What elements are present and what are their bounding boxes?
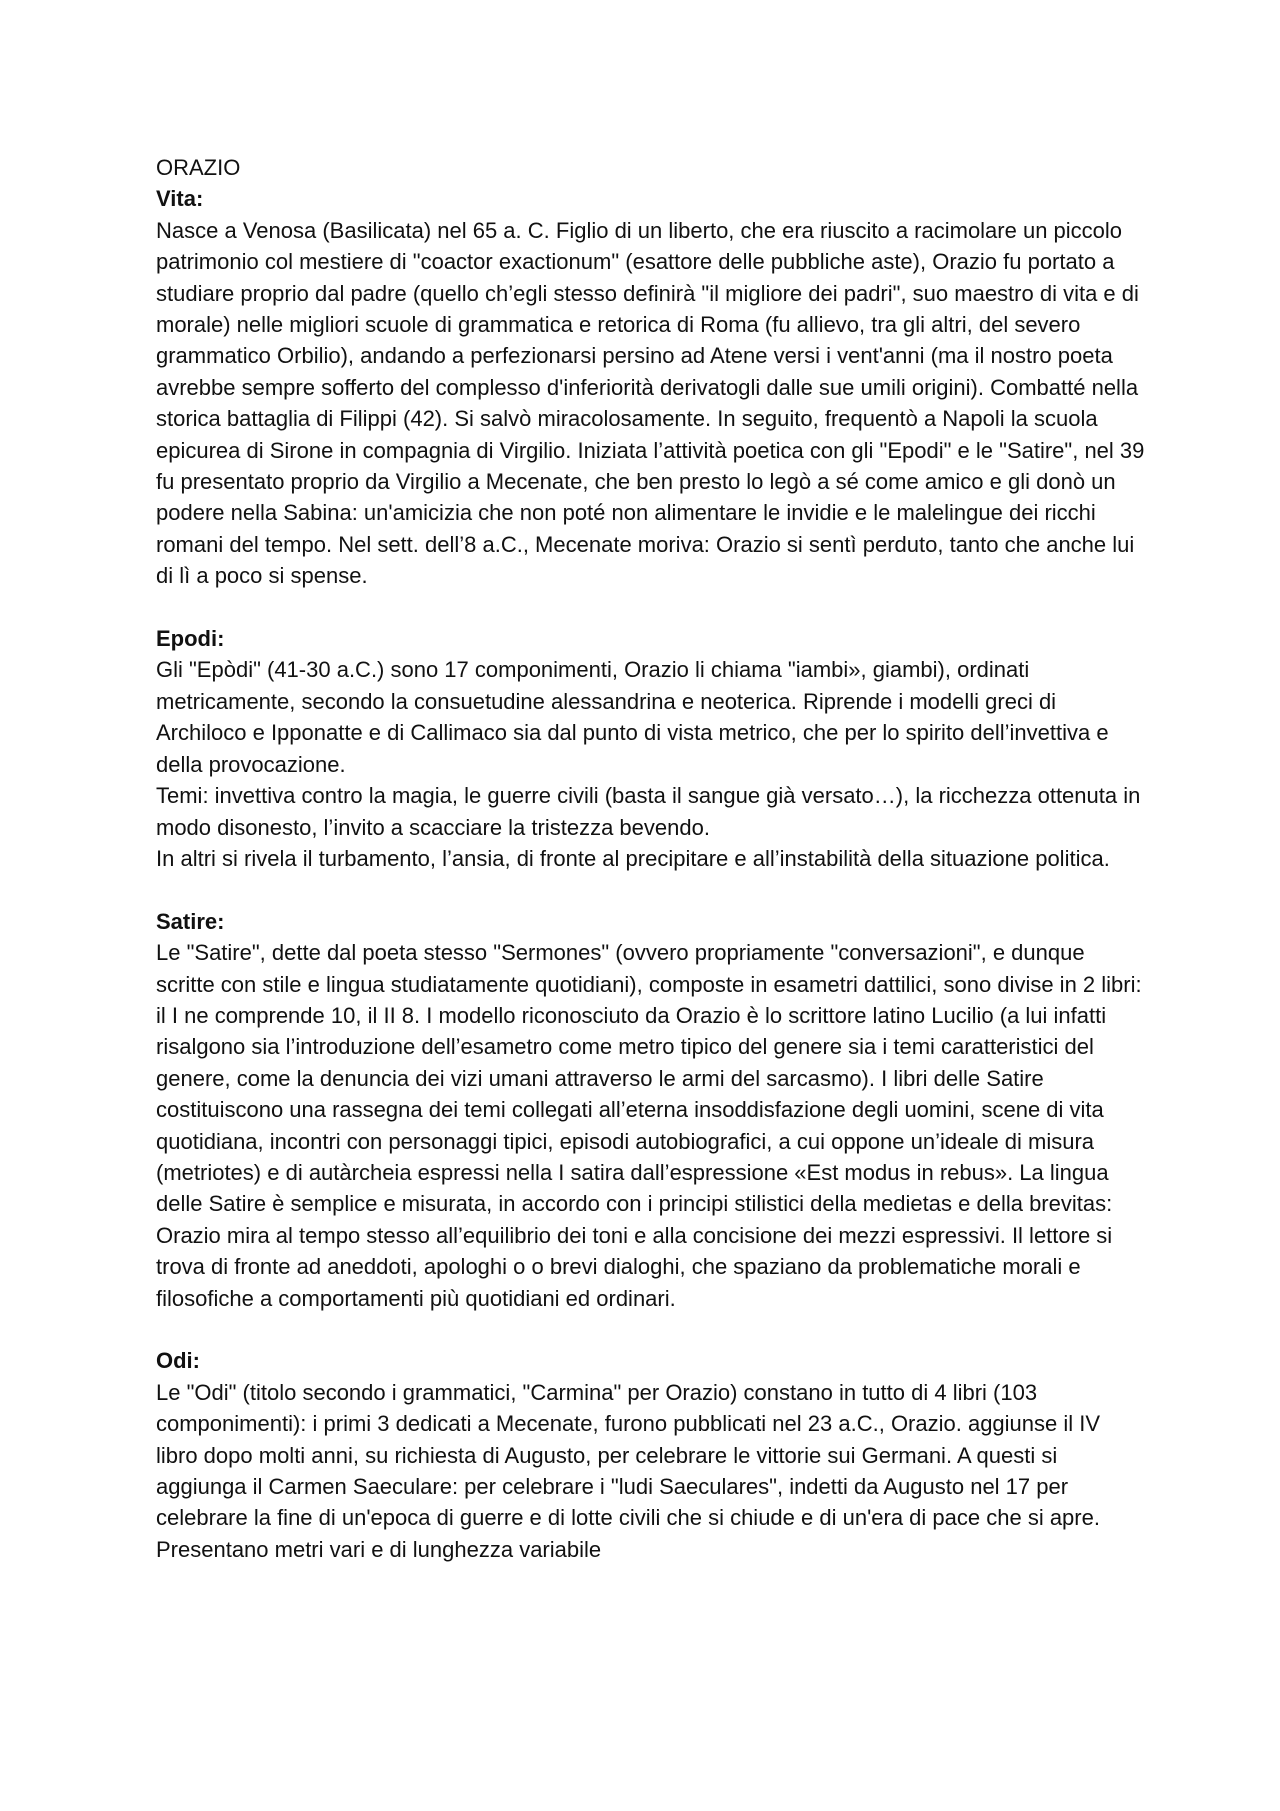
document-title: ORAZIO [156, 155, 241, 180]
section-heading-satire: Satire: [156, 908, 225, 934]
section-epodi [156, 623, 1146, 874]
paragraph-odi: Le "Odi" (titolo secondo i grammatici, "Carmina" per Orazio) constano in tutto di 4 libri (103 componimenti): i primi 3 dedicati a Mecenate, furono pubblicati nel 23 a.C., Orazio. aggiunse il IV libro dopo molti anni, su richiesta di Augusto, per celebrare le vittorie sui Germani. A questi si aggiunga il Carmen Saeculare: per celebrare i "ludi Saeculares", indetti da Augusto nel 17 per celebrare la fine di un'epoca di guerre e di lotte civili che si chiude e di un'era di pace che si apre. Presentano metri vari e di lunghezza variabile [156, 1379, 1101, 1562]
section-vita [156, 183, 1146, 591]
section-heading-vita: Vita: [156, 186, 204, 212]
paragraph-epodi-2: Temi: invettiva contro la magia, le guerre civili (basta il sangue già versato…), la ricchezza ottenuta in modo disonesto, l’invito a scacciare la tristezza bevendo. [156, 783, 1141, 840]
paragraph-satire: Le "Satire", dette dal poeta stesso "Sermones" (ovvero propriamente "conversazioni", e dunque scritte con stile e lingua studiatamente quotidiani), composte in esametri dattilici, sono divise in 2 libri: il I ne comprende 10, il II 8. I modello riconosciuto da Orazio è lo scrittore latino Lucilio (a lui infatti risalgono sia l’introduzione dell’esametro come metro tipico del genere sia i temi caratteristici del genere, come la denuncia dei vizi umani attraverso le armi del sarcasmo). I libri delle Satire costituiscono una rassegna dei temi collegati all’eterna insoddisfazione degli uomini, scene di vita quotidiana, incontri con personaggi tipici, episodi autobiografici, a cui oppone un’ideale di misura (metriotes) e di autàrcheia espressi nella I satira dall’espressione «Est modus in rebus». La lingua delle Satire è semplice e misurata, in accordo con i principi stilistici della medietas e della brevitas: Orazio mira al tempo stesso all’equilibrio dei toni e alla concisione dei mezzi espressivi. Il lettore si trova di fronte ad aneddoti, apologhi o o brevi dialoghi, che spaziano da problematiche morali e filosofiche a comportamenti più quotidiani ed ordinari. [156, 940, 1142, 1311]
section-heading-odi: Odi: [156, 1348, 200, 1374]
paragraph-vita: Nasce a Venosa (Basilicata) nel 65 a. C. Figlio di un liberto, che era riuscito a racimolare un piccolo patrimonio col mestiere di "coactor exactionum" (esattore delle pubbliche aste), Orazio fu portato a studiare proprio dal padre (quello ch’egli stesso definirà "il migliore dei padri", suo maestro di vita e di morale) nelle migliori scuole di grammatica e retorica di Roma (fu allievo, tra gli altri, del severo grammatico Orbilio), andando a perfezionarsi persino ad Atene versi i vent'anni (ma il nostro poeta avrebbe sempre sofferto del complesso d'inferiorità derivatogli dalle sue umili origini). Combatté nella storica battaglia di Filippi (42). Si salvò miracolosamente. In seguito, frequentò a Napoli la scuola epicurea di Sirone in compagnia di Virgilio. Iniziata l’attività poetica con gli "Epodi" e le "Satire", nel 39 fu presentato proprio da Virgilio a Mecenate, che ben presto lo legò a sé come amico e gli donò un podere nella Sabina: un'amicizia che non poté non alimentare le invidie e le malelingue dei ricchi romani del tempo. Nel sett. dell’8 a.C., Mecenate moriva: Orazio si sentì perduto, tanto che anche lui di lì a poco si spense. [156, 217, 1145, 589]
spacer [156, 1314, 1146, 1345]
section-satire [156, 906, 1146, 1314]
document-page [156, 152, 1146, 1565]
paragraph-epodi-1: Gli "Epòdi" (41-30 a.C.) sono 17 componimenti, Orazio li chiama "iambi», giambi), ordinati metricamente, secondo la consuetudine alessandrina e neoterica. Riprende i modelli greci di Archiloco e Ipponatte e di Callimaco sia dal punto di vista metrico, che per lo spirito dell’invettiva e della provocazione. [156, 657, 1109, 777]
spacer [156, 874, 1146, 905]
section-heading-epodi: Epodi: [156, 626, 225, 652]
paragraph-epodi-3: In altri si rivela il turbamento, l’ansia, di fronte al precipitare e all’instabilità della situazione politica. [156, 845, 1110, 871]
section-odi [156, 1345, 1146, 1565]
spacer [156, 592, 1146, 623]
